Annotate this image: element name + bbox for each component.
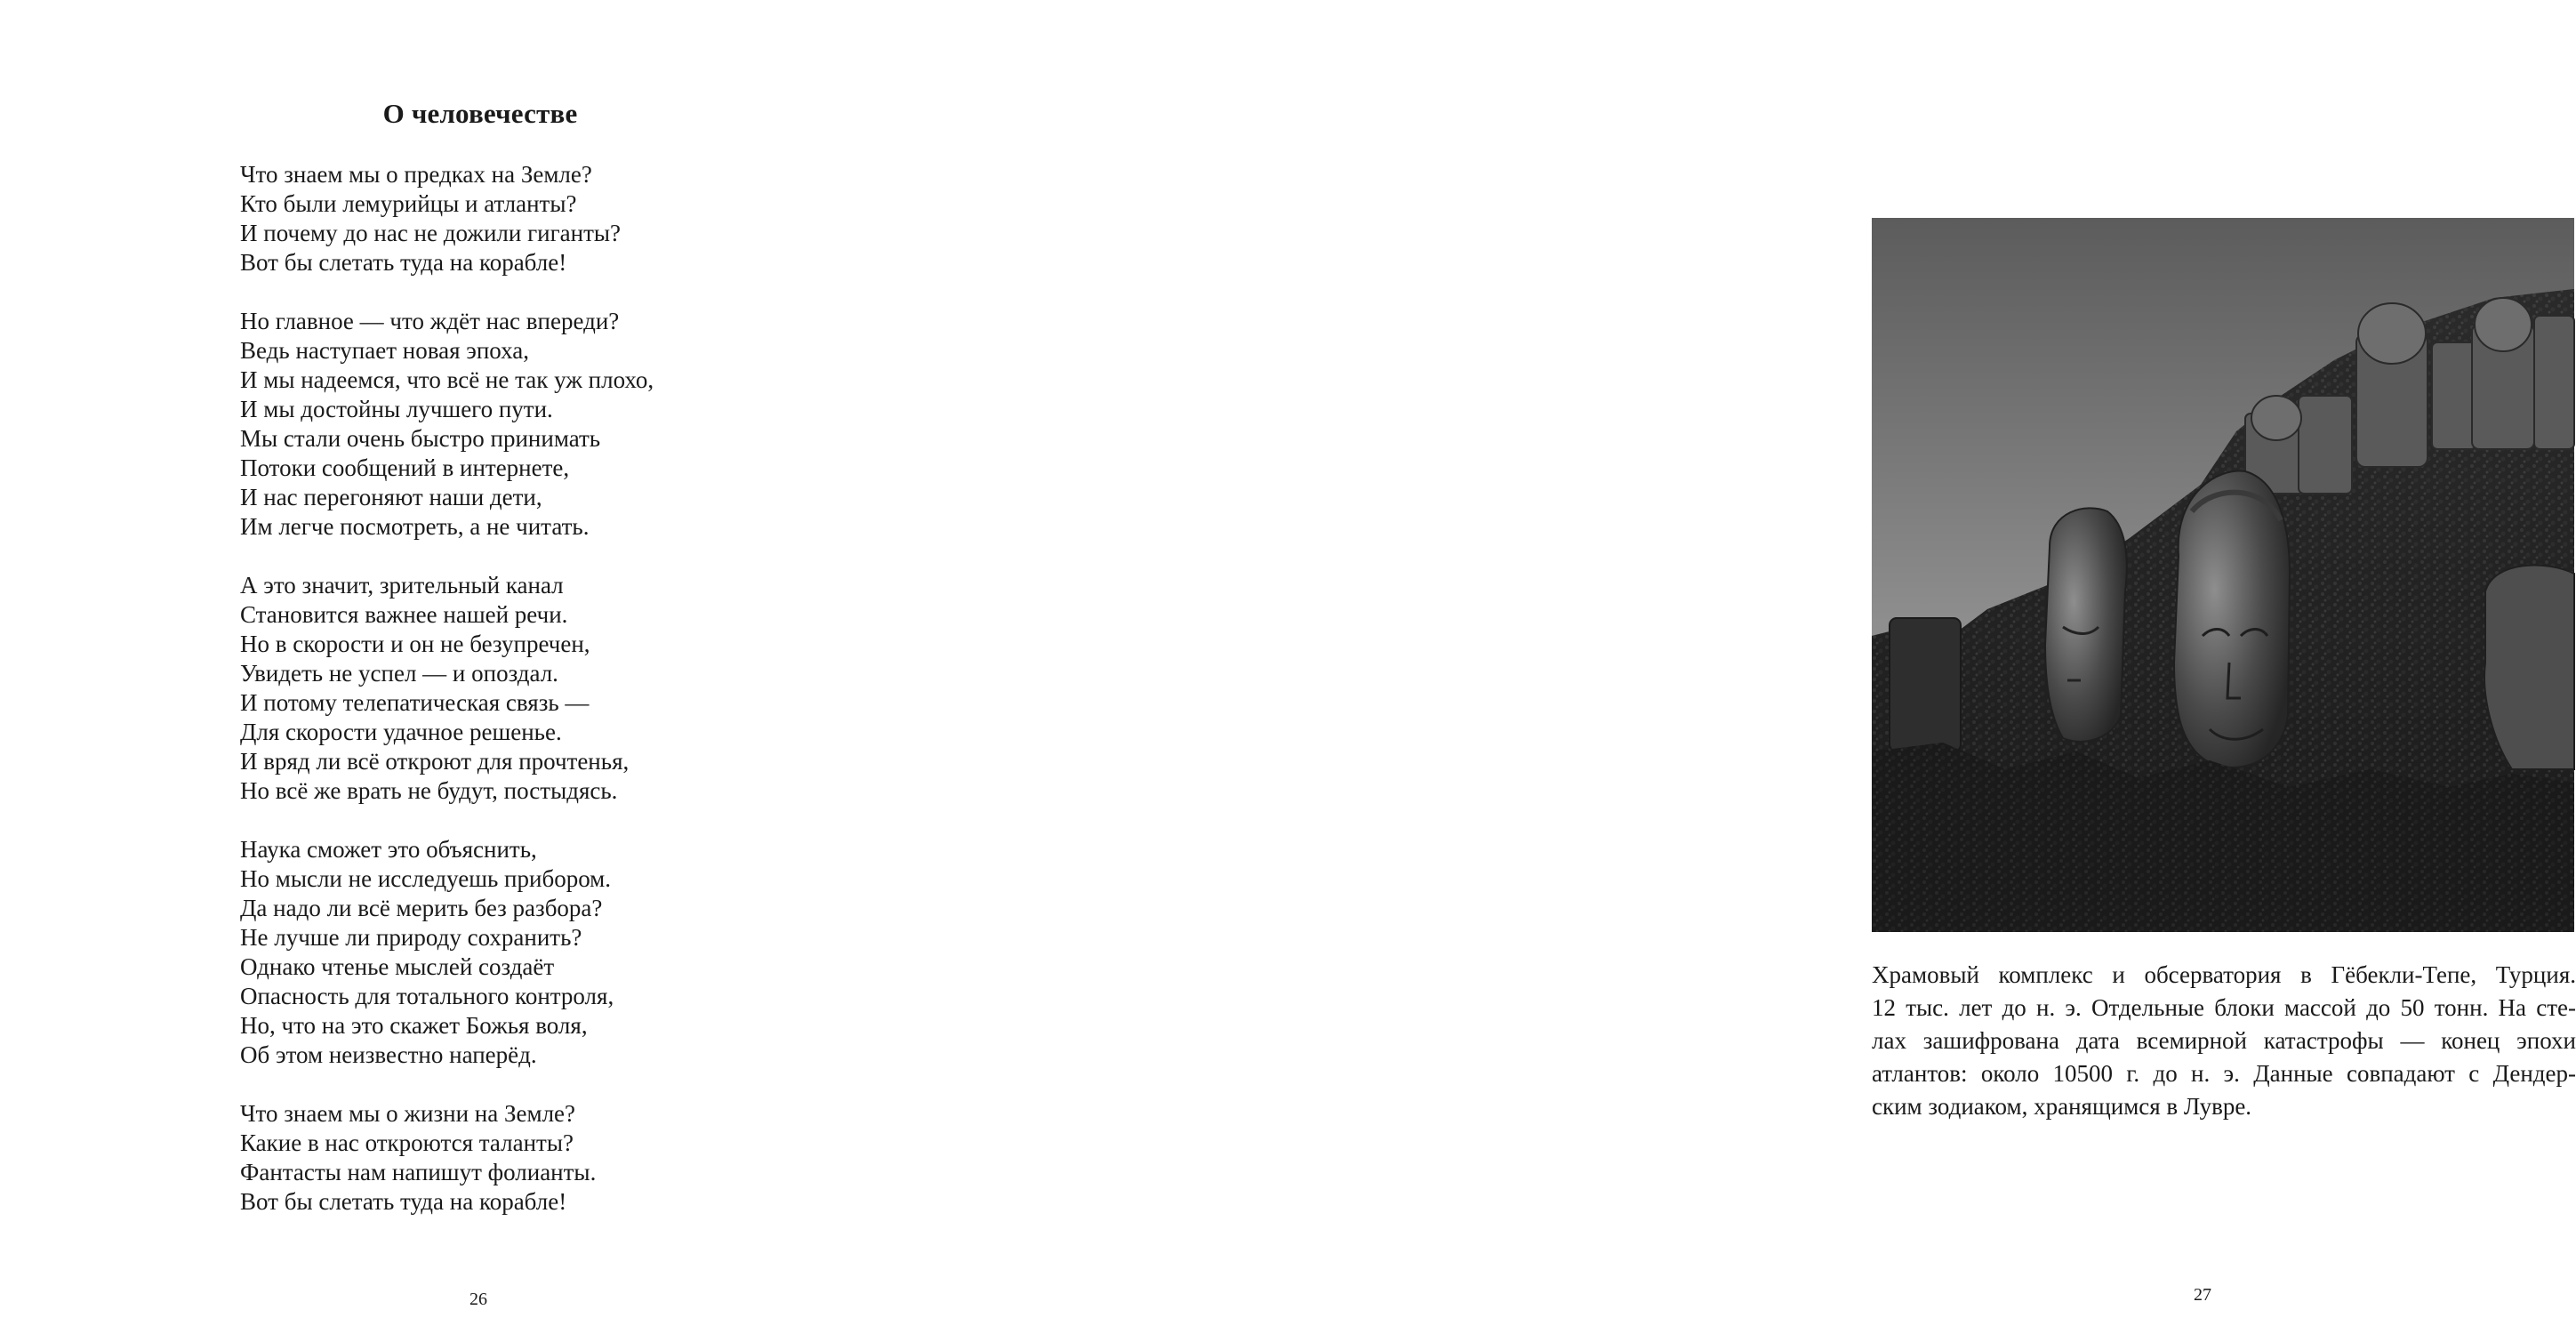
stanza	[240, 835, 863, 1070]
poem-line: Однако чтенье мыслей создаёт	[240, 953, 555, 980]
page-number: 27	[2194, 1285, 2211, 1305]
caption-line: ским зодиаком, хранящимся в Лувре.	[1872, 1093, 2252, 1120]
poem-line: Опасность для тотального контроля,	[240, 983, 614, 1009]
poem-line: Но в скорости и он не безупречен,	[240, 631, 590, 657]
poem-line: А это значит, зрительный канал	[240, 572, 564, 599]
poem-line: Но всё же врать не будут, постыдясь.	[240, 777, 618, 804]
caption-line: лах зашифрована дата всемирной катастрофы — конец эпохи	[1872, 1027, 2576, 1054]
poem-line: Вот бы слетать туда на корабле!	[240, 249, 567, 276]
photo-illustration	[1872, 218, 2574, 932]
poem-line: Какие в нас откроются таланты?	[240, 1129, 574, 1156]
poem-line: И почему до нас не дожили гиганты?	[240, 220, 622, 246]
caption-line: 12 тыс. лет до н. э. Отдельные блоки массой до 50 тонн. На сте-	[1872, 994, 2576, 1021]
poem-line: Им легче посмотреть, а не читать.	[240, 513, 590, 540]
poem-line: Кто были лемурийцы и атланты?	[240, 190, 577, 217]
stone-head-left	[2045, 508, 2127, 741]
photo-stone-heads	[1872, 218, 2574, 932]
poem-line: И нас перегоняют наши дети,	[240, 484, 542, 510]
poem-line: И мы надеемся, что всё не так уж плохо,	[240, 366, 654, 393]
caption-line: атлантов: около 10500 г. до н. э. Данные совпадают с Дендер-	[1872, 1060, 2576, 1087]
stanza	[240, 571, 863, 806]
photo-caption	[1872, 959, 2576, 1123]
poem-line: Вот бы слетать туда на корабле!	[240, 1188, 567, 1215]
poem-line: Об этом неизвестно наперёд.	[240, 1041, 537, 1068]
stone-head-center	[2174, 470, 2290, 767]
stone-block-left	[1890, 618, 1961, 751]
poem-line: Что знаем мы о жизни на Земле?	[240, 1100, 576, 1127]
poem-line: Наука сможет это объяснить,	[240, 836, 537, 863]
poem-line: Но, что на это скажет Божья воля,	[240, 1012, 588, 1039]
stone-head-right	[2484, 565, 2574, 769]
poem-line: Но мысли не исследуешь прибором.	[240, 865, 612, 892]
poem-line: Что знаем мы о предках на Земле?	[240, 161, 592, 188]
poem-line: Становится важнее нашей речи.	[240, 601, 568, 628]
right-page	[889, 0, 2576, 1334]
poem-body	[240, 160, 863, 1246]
poem-line: И потому телепатическая связь —	[240, 689, 590, 716]
poem-line: Но главное — что ждёт нас впереди?	[240, 308, 620, 334]
poem-line: Не лучше ли природу сохранить?	[240, 924, 582, 951]
stanza	[240, 1099, 863, 1217]
caption-line: Храмовый комплекс и обсерватория в Гёбекли-Тепе, Турция.	[1872, 961, 2576, 988]
stanza	[240, 307, 863, 542]
poem-line: Фантасты нам напишут фолианты.	[240, 1159, 597, 1185]
poem-line: Увидеть не успел — и опоздал.	[240, 660, 558, 687]
poem-title: О человечестве	[382, 98, 578, 129]
poem-line: Потоки сообщений в интернете,	[240, 454, 570, 481]
poem-line: Для скорости удачное решенье.	[240, 719, 562, 745]
poem-line: Ведь наступает новая эпоха,	[240, 337, 530, 364]
poem-line: Да надо ли всё мерить без разбора?	[240, 895, 603, 921]
poem-line: И мы достойны лучшего пути.	[240, 396, 553, 422]
page-number: 26	[469, 1290, 487, 1309]
stanza	[240, 160, 863, 277]
poem-line: И вряд ли всё откроют для прочтенья,	[240, 748, 630, 775]
poem-line: Мы стали очень быстро принимать	[240, 425, 601, 452]
left-page	[0, 0, 889, 1334]
